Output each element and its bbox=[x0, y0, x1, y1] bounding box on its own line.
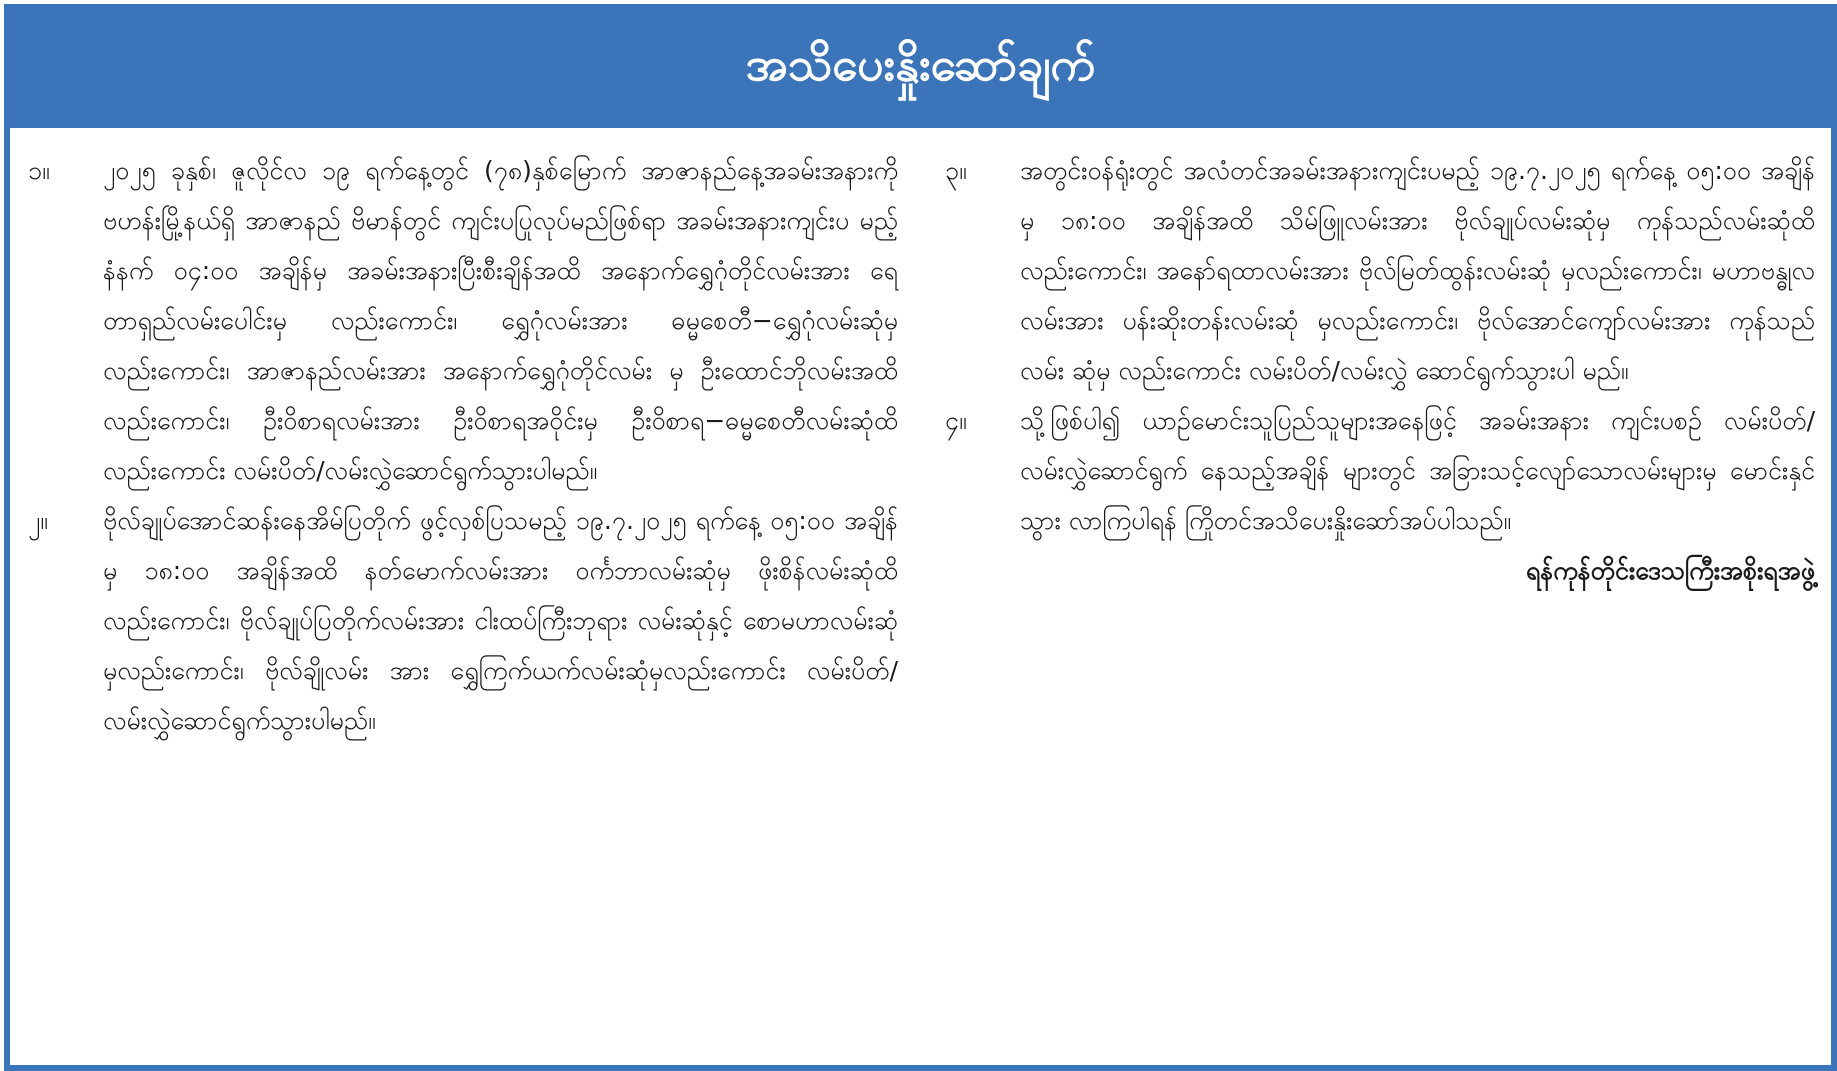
paragraph-3 bbox=[945, 146, 1815, 396]
left-column bbox=[28, 146, 898, 746]
paragraph-1 bbox=[28, 146, 898, 496]
paragraph-number: ၃။ bbox=[945, 156, 967, 185]
issuer-signature: ရန်ကုန်တိုင်းဒေသကြီးအစိုးရအဖွဲ့ bbox=[1525, 556, 1815, 585]
paragraph-text: ဗိုလ်ချုပ်အောင်ဆန်းနေအိမ်ပြတိုက် ဖွင့်လှစ်ပြသမည့် ၁၉.၇.၂၀၂၅ ရက်နေ့ ၀၅:၀၀ အချိန်မှ ၁၈:၀၀ အချိန်အထိ နတ်မောက်လမ်းအား ဝင်္ကဘာလမ်းဆုံမှ ဖိုးစိန်လမ်းဆုံထိ လည်းကောင်း၊ ဗိုလ်ချုပ်ပြတိုက်လမ်းအား ငါးထပ်ကြီးဘုရား လမ်းဆုံနှင့် စောမဟာလမ်းဆုံမှလည်းကောင်း၊ ဗိုလ်ချိုလမ်း အား ရွှေကြက်ယက်လမ်းဆုံမှလည်းကောင်း လမ်းပိတ်/ လမ်းလွှဲဆောင်ရွက်သွားပါမည်။ bbox=[103, 506, 898, 735]
notice-frame bbox=[4, 4, 1837, 1071]
notice-title: အသိပေးနှိုးဆော်ချက် bbox=[10, 10, 1831, 128]
paragraph-number: ၁။ bbox=[28, 156, 50, 185]
right-column bbox=[945, 146, 1815, 596]
paragraph-number: ၄။ bbox=[945, 406, 967, 435]
paragraph-text: သို့ဖြစ်ပါ၍ ယာဉ်မောင်းသူပြည်သူများအနေဖြင့် အခမ်းအနား ကျင်းပစဉ် လမ်းပိတ်/လမ်းလွှဲဆောင်ရွက် နေသည့်အချိန် များတွင် အခြားသင့်လျော်သောလမ်းများမှ မောင်းနှင်သွား လာကြပါရန် ကြိုတင်အသိပေးနှိုးဆော်အပ်ပါသည်။ bbox=[1020, 406, 1815, 535]
paragraph-text: အတွင်းဝန်ရုံးတွင် အလံတင်အခမ်းအနားကျင်းပမည့် ၁၉.၇.၂၀၂၅ ရက်နေ့ ၀၅:၀၀ အချိန်မှ ၁၈:၀၀ အချိန်အထိ သိမ်ဖြူလမ်းအား ဗိုလ်ချုပ်လမ်းဆုံမှ ကုန်သည်လမ်းဆုံထိ လည်းကောင်း၊ အနော်ရထာလမ်းအား ဗိုလ်မြတ်ထွန်းလမ်းဆုံ မှလည်းကောင်း၊ မဟာဗန္ဓုလလမ်းအား ပန်းဆိုးတန်းလမ်းဆုံ မှလည်းကောင်း၊ ဗိုလ်အောင်ကျော်လမ်းအား ကုန်သည်လမ်း ဆုံမှ လည်းကောင်း လမ်းပိတ်/လမ်းလွှဲ ဆောင်ရွက်သွားပါ မည်။ bbox=[1020, 156, 1815, 385]
paragraph-2 bbox=[28, 496, 898, 746]
paragraph-4 bbox=[945, 396, 1815, 546]
paragraph-text: ၂၀၂၅ ခုနှစ်၊ ဇူလိုင်လ ၁၉ ရက်နေ့တွင် (၇၈)နှစ်မြောက် အာဇာနည်နေ့အခမ်းအနားကို ဗဟန်းမြို့နယ်ရှိ အာဇာနည် ဗိမာန်တွင် ကျင်းပပြုလုပ်မည်ဖြစ်ရာ အခမ်းအနားကျင်းပ မည့် နံနက် ၀၄:၀၀ အချိန်မှ အခမ်းအနားပြီးစီးချိန်အထိ အနောက်ရွှေဂုံတိုင်လမ်းအား ရေတာရှည်လမ်းပေါင်းမှ လည်းကောင်း၊ ရွှေဂုံလမ်းအား ဓမ္မစေတီ−ရွှေဂုံလမ်းဆုံမှ လည်းကောင်း၊ အာဇာနည်လမ်းအား အနောက်ရွှေဂုံတိုင်လမ်း မှ ဦးထောင်ဘိုလမ်းအထိလည်းကောင်း၊ ဦးဝိစာရလမ်းအား ဦးဝိစာရအဝိုင်းမှ ဦးဝိစာရ−ဓမ္မစေတီလမ်းဆုံထိလည်းကောင်း လမ်းပိတ်/လမ်းလွှဲဆောင်ရွက်သွားပါမည်။ bbox=[103, 156, 898, 485]
paragraph-number: ၂။ bbox=[28, 506, 48, 535]
